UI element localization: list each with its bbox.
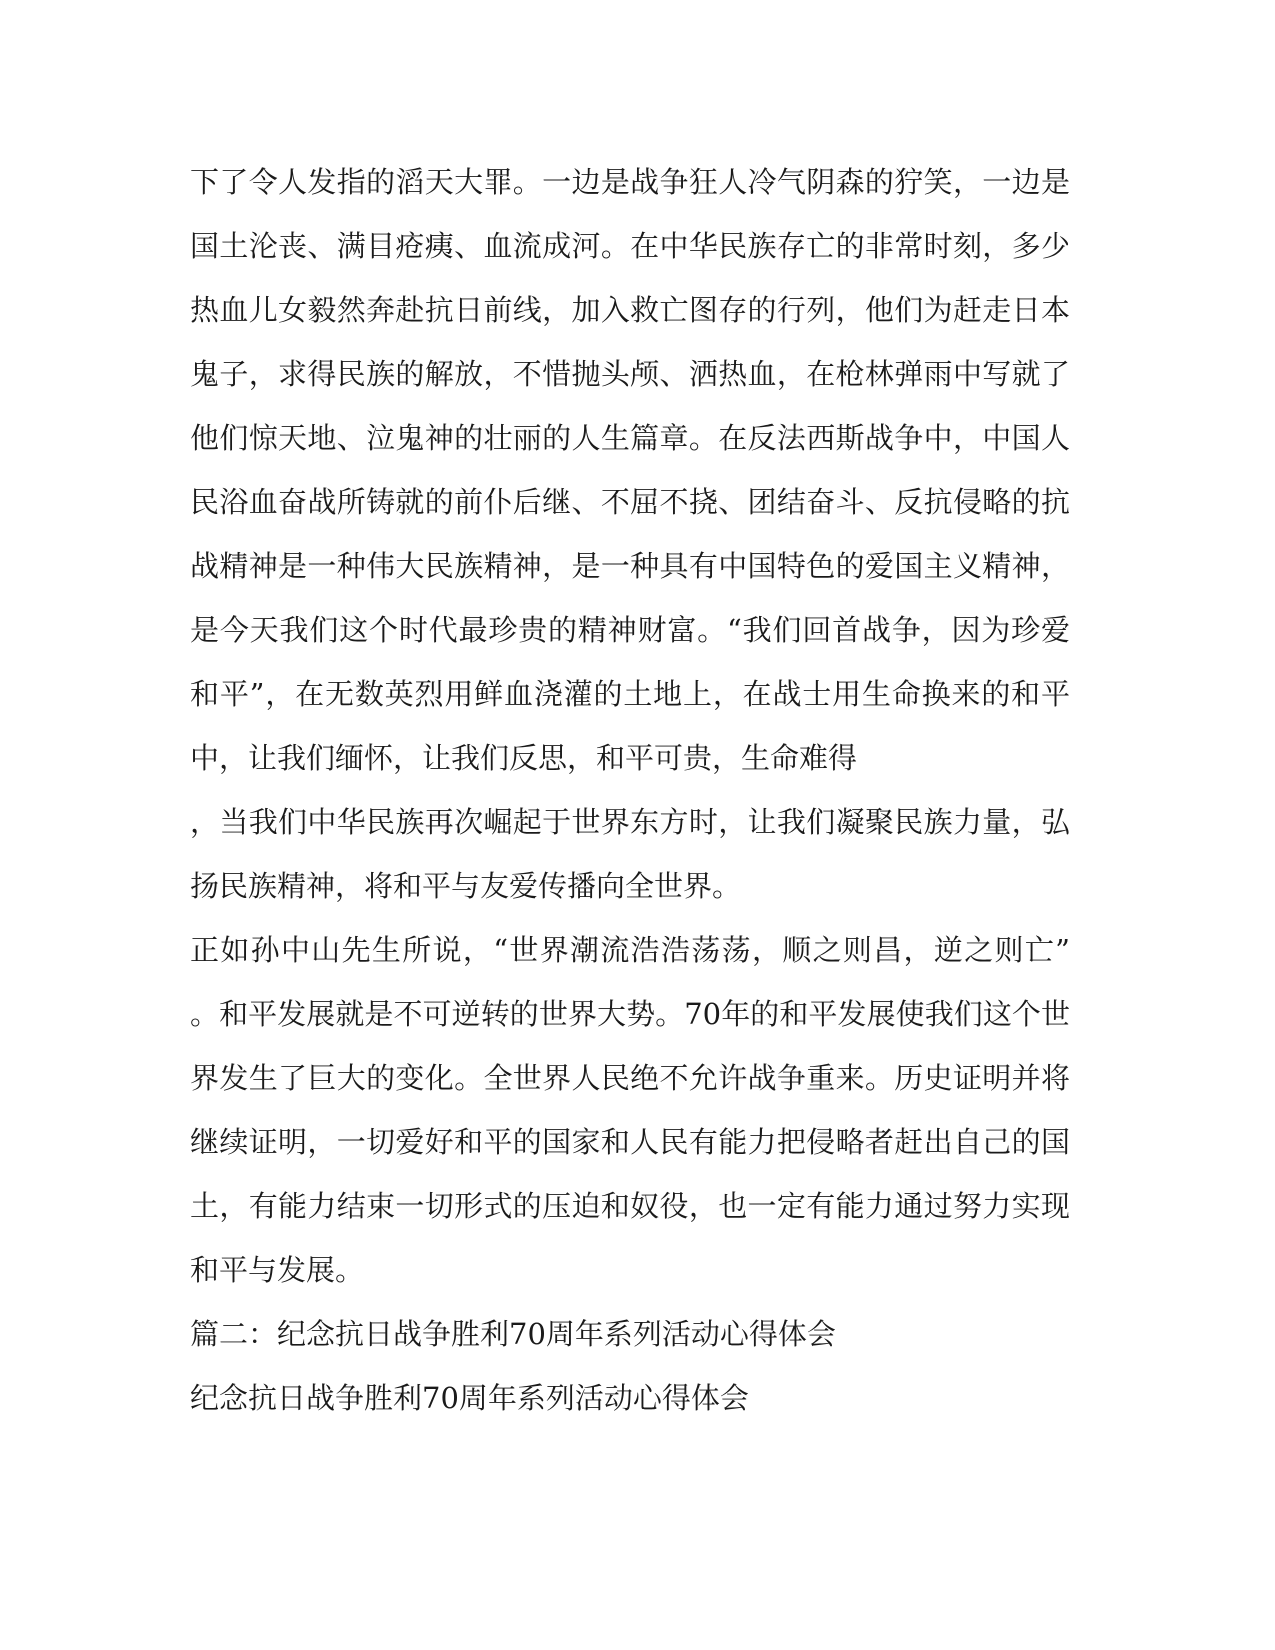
text-line: 。和平发展就是不可逆转的世界大势。70年的和平发展使我们这个世	[190, 997, 1070, 1031]
text-line: 是今天我们这个时代最珍贵的精神财富。“我们回首战争，因为珍爱	[190, 613, 1070, 647]
text-line: 民浴血奋战所铸就的前仆后继、不屈不挠、团结奋斗、反抗侵略的抗	[190, 485, 1070, 519]
text-line: 扬民族精神，将和平与友爱传播向全世界。	[190, 869, 742, 903]
text-line: 和平与发展。	[190, 1253, 365, 1287]
section-title: 纪念抗日战争胜利70周年系列活动心得体会	[190, 1381, 749, 1415]
text-line: 和平”，在无数英烈用鲜血浇灌的土地上，在战士用生命换来的和平	[190, 677, 1070, 711]
text-line: 中，让我们缅怀，让我们反思，和平可贵，生命难得	[190, 741, 858, 775]
text-line: 热血儿女毅然奔赴抗日前线，加入救亡图存的行列，他们为赶走日本	[190, 293, 1070, 327]
text-line: 正如孙中山先生所说，“世界潮流浩浩荡荡，顺之则昌，逆之则亡”	[190, 933, 1070, 967]
text-line: 国土沦丧、满目疮痍、血流成河。在中华民族存亡的非常时刻，多少	[190, 229, 1070, 263]
document-body	[190, 162, 1070, 1442]
text-line: 他们惊天地、泣鬼神的壮丽的人生篇章。在反法西斯战争中，中国人	[190, 421, 1070, 455]
text-line: 鬼子，求得民族的解放，不惜抛头颅、洒热血，在枪林弹雨中写就了	[190, 357, 1070, 391]
text-line: 下了令人发指的滔天大罪。一边是战争狂人冷气阴森的狞笑，一边是	[190, 165, 1070, 199]
text-line: 战精神是一种伟大民族精神，是一种具有中国特色的爱国主义精神，	[190, 549, 1070, 583]
text-line: 土，有能力结束一切形式的压迫和奴役，也一定有能力通过努力实现	[190, 1189, 1070, 1223]
text-line: 界发生了巨大的变化。全世界人民绝不允许战争重来。历史证明并将	[190, 1061, 1070, 1095]
section-heading: 篇二：纪念抗日战争胜利70周年系列活动心得体会	[190, 1317, 836, 1351]
text-line: 继续证明，一切爱好和平的国家和人民有能力把侵略者赶出自己的国	[190, 1125, 1070, 1159]
text-line: ，当我们中华民族再次崛起于世界东方时，让我们凝聚民族力量，弘	[190, 805, 1070, 839]
